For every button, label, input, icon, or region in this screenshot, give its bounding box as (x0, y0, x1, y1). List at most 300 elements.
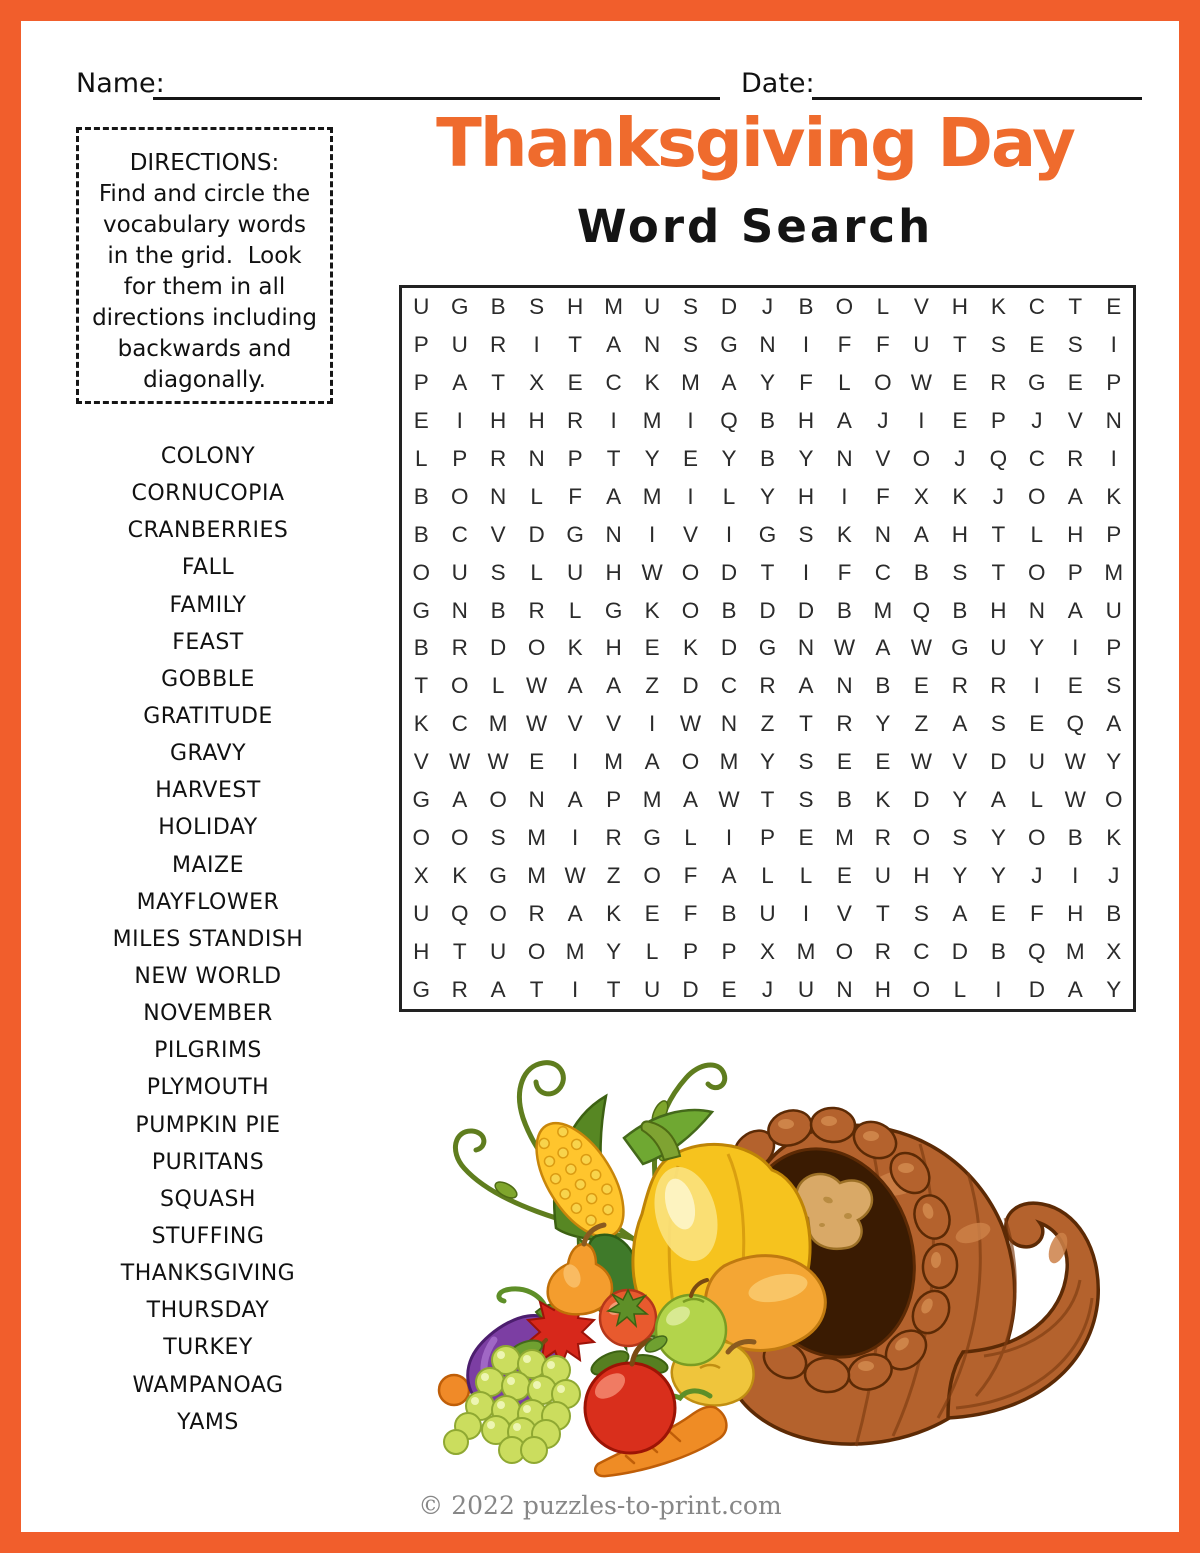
grid-letter: R (490, 445, 507, 471)
grid-letter: I (802, 331, 810, 357)
grid-letter: O (681, 559, 700, 585)
grid-letter: E (952, 369, 968, 395)
grid-letter: I (802, 901, 810, 927)
word-list-item: GRATITUDE (143, 704, 273, 730)
grid-letter: Z (606, 863, 621, 889)
grid-letter: C (451, 521, 468, 547)
grid-letter: M (604, 293, 623, 319)
grid-letter: L (530, 559, 543, 585)
grid-letter: S (490, 825, 506, 851)
grid-letter: E (683, 445, 699, 471)
grid-letter: J (761, 293, 774, 319)
grid-letter: F (837, 559, 852, 585)
word-list-item: PILGRIMS (154, 1038, 262, 1064)
grid-letter: I (725, 521, 733, 547)
grid-letter: T (414, 673, 429, 699)
grid-letter: I (802, 559, 810, 585)
grid-letter: V (606, 711, 622, 737)
date-label: Date: (741, 68, 815, 99)
grid-letter: I (648, 521, 656, 547)
grid-letter: T (606, 977, 621, 1003)
grid-letter: Y (759, 369, 775, 395)
grid-letter: Z (645, 673, 659, 699)
grid-letter: L (722, 483, 736, 509)
grid-letter: F (1029, 901, 1044, 927)
grid-letter: A (836, 407, 852, 433)
grid-letter: H (874, 977, 892, 1003)
grid-letter: I (918, 407, 925, 433)
grid-letter: N (605, 521, 622, 547)
grid-letter: W (910, 749, 933, 775)
grid-letter: P (721, 939, 737, 965)
grid-letter: J (761, 977, 774, 1003)
grid-letter: J (877, 407, 889, 433)
grid-letter: F (683, 863, 698, 889)
grid-letter: T (991, 521, 1006, 547)
grid-letter: V (875, 445, 891, 471)
grid-letter: A (990, 787, 1006, 813)
grid-letter: B (490, 293, 506, 319)
grid-letter: U (797, 977, 815, 1003)
grid-letter: E (644, 901, 660, 927)
grid-letter: E (836, 863, 852, 889)
grid-letter: G (758, 635, 777, 661)
grid-letter: A (952, 901, 968, 927)
grid-letter: D (951, 939, 968, 965)
grid-letter: U (1028, 749, 1045, 775)
grid-letter: C (605, 369, 622, 395)
grid-letter: H (990, 597, 1007, 623)
grid-letter: B (836, 787, 852, 813)
grid-letter: M (642, 787, 662, 813)
grid-letter: S (990, 711, 1006, 737)
word-list-item: FEAST (172, 629, 244, 655)
grid-letter: C (720, 673, 738, 699)
grid-letter: A (913, 521, 929, 547)
grid-letter: E (644, 635, 660, 661)
grid-letter: H (1067, 521, 1084, 547)
grid-letter: W (1064, 787, 1086, 813)
grid-letter: J (1031, 863, 1043, 889)
grid-letter: I (687, 407, 694, 433)
grid-letter: I (1033, 673, 1040, 699)
grid-letter: G (412, 977, 430, 1003)
grid-letter: L (684, 825, 697, 851)
grid-letter: L (414, 445, 428, 471)
grid-letter: D (682, 673, 699, 699)
grid-letter: R (605, 825, 622, 851)
grid-letter: E (1067, 673, 1083, 699)
grid-letter: O (1104, 787, 1123, 813)
grid-letter: A (606, 673, 622, 699)
grid-letter: I (648, 711, 656, 737)
grid-letter: M (681, 369, 700, 395)
grid-letter: E (1067, 369, 1083, 395)
grid-letter: O (874, 369, 892, 395)
grid-letter: A (452, 787, 468, 813)
grid-letter: K (606, 901, 622, 927)
grid-letter: O (912, 445, 931, 471)
grid-letter: D (682, 977, 699, 1003)
page-subtitle: Word Search (576, 200, 934, 253)
grid-letter: N (836, 977, 853, 1003)
word-list-item: STUFFING (151, 1224, 265, 1250)
grid-letter: X (759, 939, 775, 965)
grid-letter: D (720, 559, 738, 585)
grid-letter: A (606, 331, 622, 357)
word-list-item: MAIZE (172, 852, 244, 878)
grid-letter: F (683, 901, 698, 927)
grid-letter: G (450, 293, 469, 319)
grid-letter: A (606, 483, 622, 509)
grid-letter: L (1030, 521, 1044, 547)
grid-letter: R (528, 901, 545, 927)
word-list-item: TURKEY (163, 1335, 253, 1361)
grid-letter: T (529, 977, 544, 1003)
grid-letter: E (990, 901, 1006, 927)
grid-letter: U (1105, 597, 1122, 623)
grid-letter: D (759, 597, 776, 623)
grid-letter: H (951, 521, 968, 547)
grid-letter: U (874, 863, 892, 889)
grid-letter: E (1029, 331, 1045, 357)
grid-letter: G (412, 597, 430, 623)
grid-letter: D (797, 597, 815, 623)
grid-letter: W (564, 863, 586, 889)
grid-letter: U (913, 331, 930, 357)
grid-letter: G (1028, 369, 1046, 395)
grid-letter: W (679, 711, 702, 737)
grid-letter: D (720, 293, 738, 319)
grid-letter: U (567, 559, 584, 585)
word-list-item: NEW WORLD (134, 964, 282, 990)
grid-letter: P (606, 787, 622, 813)
grid-letter: E (529, 749, 545, 775)
grid-letter: N (1105, 407, 1122, 433)
grid-letter: R (836, 711, 853, 737)
grid-letter: T (568, 331, 582, 357)
grid-letter: T (760, 559, 775, 585)
grid-letter: H (797, 407, 815, 433)
grid-letter: K (683, 635, 699, 661)
grid-letter: P (990, 407, 1006, 433)
grid-letter: L (876, 293, 890, 319)
word-list-item: HOLIDAY (158, 815, 258, 841)
grid-letter: T (452, 939, 467, 965)
grid-letter: A (798, 673, 814, 699)
grid-letter: B (1106, 901, 1122, 927)
grid-letter: V (567, 711, 583, 737)
word-list-item: GRAVY (169, 741, 247, 767)
grid-letter: F (876, 331, 890, 357)
grid-letter: R (451, 977, 468, 1003)
grid-letter: U (490, 939, 507, 965)
grid-letter: S (798, 521, 814, 547)
grid-letter: N (1028, 597, 1045, 623)
grid-letter: A (567, 787, 583, 813)
grid-letter: A (875, 635, 891, 661)
grid-letter: Y (990, 863, 1006, 889)
grid-letter: P (683, 939, 699, 965)
grid-letter: I (1072, 863, 1079, 889)
grid-letter: O (489, 787, 507, 813)
grid-letter: E (721, 977, 737, 1003)
grid-letter: S (798, 749, 814, 775)
grid-letter: Y (798, 445, 814, 471)
grid-letter: O (835, 939, 854, 965)
grid-letter: Y (952, 863, 968, 889)
grid-letter: S (1067, 331, 1083, 357)
grid-letter: A (567, 901, 583, 927)
date-blank-line (812, 97, 1142, 100)
grid-letter: R (528, 597, 545, 623)
grid-letter: U (643, 293, 661, 319)
word-list-item: PUMPKIN PIE (135, 1112, 281, 1138)
grid-letter: D (528, 521, 545, 547)
grid-letter: Y (721, 445, 737, 471)
word-list-item: YAMS (177, 1409, 239, 1435)
grid-letter: O (912, 977, 931, 1003)
grid-letter: E (413, 407, 429, 433)
grid-letter: W (910, 635, 933, 661)
word-list-item: HARVEST (155, 778, 261, 804)
directions-box (76, 127, 333, 404)
grid-letter: Y (1029, 635, 1045, 661)
word-list-item: COLONY (160, 444, 256, 470)
grid-letter: I (1072, 635, 1079, 661)
grid-letter: U (759, 901, 776, 927)
grid-letter: B (413, 635, 429, 661)
grid-letter: N (797, 635, 815, 661)
grid-letter: B (759, 445, 775, 471)
grid-letter: N (874, 521, 892, 547)
word-list-item: NOVEMBER (143, 1001, 273, 1027)
grid-letter: R (874, 825, 892, 851)
grid-letter: M (719, 749, 739, 775)
grid-letter: G (951, 635, 969, 661)
grid-letter: S (490, 559, 506, 585)
grid-letter: V (836, 901, 852, 927)
grid-letter: C (913, 939, 930, 965)
grid-letter: T (491, 369, 506, 395)
grid-letter: P (452, 445, 468, 471)
grid-letter: P (759, 825, 775, 851)
grid-letter: L (491, 673, 505, 699)
word-list-item: MAYFLOWER (136, 889, 280, 915)
cornucopia-illustration (428, 1018, 1156, 1496)
grid-letter: P (1106, 369, 1122, 395)
grid-letter: A (1067, 483, 1083, 509)
grid-letter: S (913, 901, 929, 927)
grid-letter: L (953, 977, 967, 1003)
grid-letter: U (413, 901, 430, 927)
grid-letter: H (605, 559, 622, 585)
grid-letter: A (1067, 977, 1083, 1003)
grid-letter: G (566, 521, 584, 547)
grid-letter: J (954, 445, 966, 471)
grid-letter: K (1106, 825, 1122, 851)
grid-letter: M (642, 407, 662, 433)
grid-letter: F (876, 483, 890, 509)
copyright-text: © 2022 puzzles-to-print.com (418, 1491, 782, 1520)
word-list-item: SQUASH (160, 1186, 256, 1212)
grid-letter: S (952, 559, 968, 585)
grid-letter: V (1067, 407, 1083, 433)
grid-letter: N (836, 445, 853, 471)
directions-text: DIRECTIONS: Find and circle the vocabulary words in the grid. Look for them in all directions including backwards and diagonally. (92, 150, 317, 393)
word-list-item: CORNUCOPIA (131, 481, 285, 507)
grid-letter: U (643, 977, 661, 1003)
grid-letter: B (798, 293, 814, 319)
grid-letter: R (990, 673, 1007, 699)
grid-letter: Q (450, 901, 469, 927)
word-list-item: PLYMOUTH (146, 1075, 270, 1101)
grid-letter: K (952, 483, 968, 509)
grid-letter: R (1067, 445, 1084, 471)
grid-letter: D (720, 635, 738, 661)
grid-letter: Q (720, 407, 738, 433)
grid-letter: W (718, 787, 740, 813)
word-list-item: THURSDAY (146, 1298, 270, 1324)
grid-letter: P (1106, 521, 1122, 547)
grid-letter: O (1028, 483, 1046, 509)
grid-letter: B (413, 521, 429, 547)
word-search-grid (399, 285, 1136, 1012)
grid-letter: I (571, 825, 579, 851)
grid-letter: O (527, 939, 546, 965)
grid-letter: S (990, 331, 1006, 357)
grid-letter: M (873, 597, 893, 623)
grid-letter: H (1067, 901, 1084, 927)
grid-letter: H (528, 407, 545, 433)
grid-letter: P (567, 445, 583, 471)
grid-letter: Z (914, 711, 929, 737)
grid-letter: I (995, 977, 1002, 1003)
grid-letter: V (413, 749, 429, 775)
grid-letter: G (720, 331, 738, 357)
grid-letter: Y (759, 749, 775, 775)
tomato (600, 1290, 656, 1346)
grid-letter: P (1067, 559, 1083, 585)
grid-letter: V (952, 749, 968, 775)
grid-letter: O (1028, 825, 1046, 851)
grid-letter: B (759, 407, 775, 433)
grid-letter: B (913, 559, 929, 585)
grid-letter: M (796, 939, 816, 965)
grid-letter: U (413, 293, 430, 319)
grid-letter: M (835, 825, 854, 851)
grid-letter: L (568, 597, 582, 623)
grid-letter: I (456, 407, 463, 433)
grid-letter: U (990, 635, 1007, 661)
grid-letter: A (1067, 597, 1083, 623)
grid-letter: C (874, 559, 892, 585)
word-list-item: FALL (181, 555, 235, 581)
grid-letter: R (567, 407, 584, 433)
grid-letter: W (526, 673, 548, 699)
grid-letter: O (912, 825, 931, 851)
grid-letter: S (683, 331, 699, 357)
grid-letter: E (875, 749, 891, 775)
grid-letter: S (1106, 673, 1122, 699)
grid-letter: N (643, 331, 661, 357)
grid-letter: X (413, 863, 429, 889)
grid-letter: S (798, 787, 814, 813)
grid-letter: N (528, 445, 545, 471)
grid-letter: D (913, 787, 930, 813)
grid-letter: K (1106, 483, 1122, 509)
grid-letter: A (721, 863, 737, 889)
grid-letter: K (990, 293, 1006, 319)
grid-letter: A (567, 673, 583, 699)
grid-letter: W (487, 749, 509, 775)
grid-letter: D (990, 749, 1007, 775)
grid-letter: Y (952, 787, 968, 813)
grid-letter: K (875, 787, 891, 813)
grid-letter: B (490, 597, 506, 623)
grid-letter: I (610, 407, 617, 433)
grid-letter: T (799, 711, 813, 737)
grid-letter: O (1028, 559, 1046, 585)
grid-letter: P (1106, 635, 1122, 661)
grid-letter: A (490, 977, 506, 1003)
grid-letter: F (837, 331, 852, 357)
grid-letter: Y (644, 445, 660, 471)
word-list-item: CRANBERRIES (127, 518, 289, 544)
grid-letter: O (412, 559, 430, 585)
grid-letter: O (835, 293, 854, 319)
grid-letter: B (721, 901, 737, 927)
grid-letter: J (1031, 407, 1043, 433)
grid-letter: B (1067, 825, 1083, 851)
grid-letter: M (604, 749, 623, 775)
grid-letter: U (451, 559, 468, 585)
grid-letter: E (1106, 293, 1122, 319)
grid-letter: U (451, 331, 468, 357)
grid-letter: W (641, 559, 663, 585)
grid-letter: A (721, 369, 737, 395)
grid-letter: Y (1106, 977, 1122, 1003)
grid-letter: M (565, 939, 585, 965)
grid-letter: K (644, 369, 660, 395)
word-list (55, 438, 361, 1441)
grid-letter: W (449, 749, 471, 775)
grid-letter: X (1106, 939, 1122, 965)
grid-letter: N (836, 673, 853, 699)
grid-letter: N (720, 711, 738, 737)
grid-letter: B (413, 483, 429, 509)
grid-letter: M (527, 825, 547, 851)
grid-letter: R (951, 673, 968, 699)
grid-letter: O (450, 483, 469, 509)
grid-letter: C (1028, 293, 1045, 319)
word-list-item: PURITANS (151, 1149, 265, 1175)
grid-letter: N (759, 331, 776, 357)
grid-letter: E (913, 673, 929, 699)
grid-letter: B (836, 597, 852, 623)
grid-letter: O (643, 863, 661, 889)
grid-letter: H (605, 635, 622, 661)
grid-letter: V (913, 293, 929, 319)
grid-letter: N (490, 483, 507, 509)
grid-letter: M (642, 483, 662, 509)
grid-letter: G (412, 787, 430, 813)
grid-letter: K (413, 711, 429, 737)
grid-letter: G (489, 863, 507, 889)
word-list-item: MILES STANDISH (112, 926, 304, 952)
grid-letter: T (760, 787, 775, 813)
grid-letter: L (761, 863, 774, 889)
